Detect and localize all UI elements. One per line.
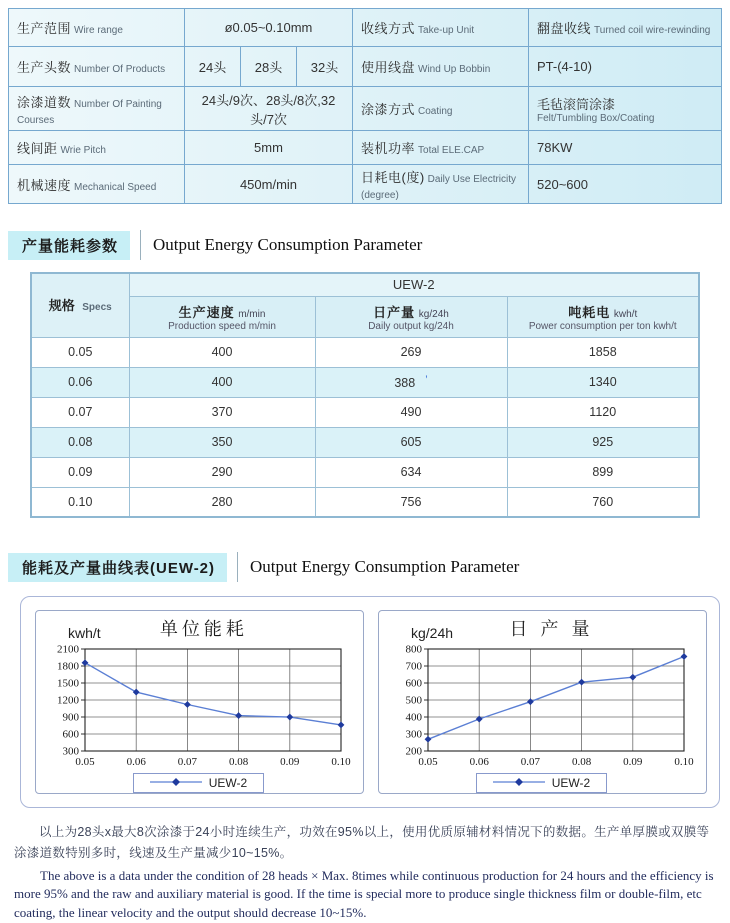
label-zh: 涂漆道数 xyxy=(17,95,71,110)
spec-cell: 0.07 xyxy=(31,397,129,427)
charts-panel xyxy=(20,596,720,808)
header-unit: m/min xyxy=(238,309,265,320)
output-cell: 388 ’ xyxy=(315,367,507,397)
output-row xyxy=(31,397,699,427)
label-en: Wind Up Bobbin xyxy=(418,64,490,75)
power-cell: 1120 xyxy=(507,397,699,427)
output-table-body xyxy=(31,337,699,517)
svg-text:300: 300 xyxy=(62,746,79,758)
chart-legend xyxy=(133,773,264,793)
label-zh: 收线方式 xyxy=(361,21,415,36)
svg-text:0.07: 0.07 xyxy=(177,756,197,768)
spec-value: ø0.05~0.10mm xyxy=(185,9,353,47)
spec-label xyxy=(353,87,529,131)
power-cell: 899 xyxy=(507,457,699,487)
svg-text:1200: 1200 xyxy=(57,695,80,707)
speed-cell: 370 xyxy=(129,397,315,427)
output-row xyxy=(31,337,699,367)
legend-marker-icon xyxy=(150,774,202,792)
svg-text:600: 600 xyxy=(405,678,422,690)
specs-column-header xyxy=(31,273,129,337)
spec-value: 24头/9次、28头/8次,32头/7次 xyxy=(185,87,353,131)
spec-value xyxy=(529,9,722,47)
table-row xyxy=(9,87,722,131)
label-en: Number Of Painting Courses xyxy=(17,99,162,126)
chart-header xyxy=(42,615,355,641)
section-title-en: Output Energy Consumption Parameter xyxy=(153,235,422,255)
svg-text:1800: 1800 xyxy=(57,661,80,673)
machine-spec-table xyxy=(8,8,722,204)
value-zh: 翻盘收线 xyxy=(537,21,591,36)
label-zh: 线间距 xyxy=(17,141,58,156)
value-en: Felt/Tumbling Box/Coating xyxy=(537,113,713,124)
label-en: Wrie Pitch xyxy=(61,145,106,156)
spec-label xyxy=(9,9,185,47)
table-row xyxy=(9,131,722,165)
svg-text:300: 300 xyxy=(405,729,422,741)
svg-text:1500: 1500 xyxy=(57,678,80,690)
spec-cell: 0.09 xyxy=(31,457,129,487)
section-title-en: Output Energy Consumption Parameter xyxy=(250,557,519,577)
speed-cell: 290 xyxy=(129,457,315,487)
section-header-output-parameters xyxy=(8,230,722,260)
svg-text:600: 600 xyxy=(62,729,79,741)
output-cell: 605 xyxy=(315,427,507,457)
spec-label xyxy=(9,165,185,204)
legend-marker-icon xyxy=(493,774,545,792)
table-row xyxy=(9,47,722,87)
spec-label xyxy=(353,47,529,87)
label-zh: 使用线盘 xyxy=(361,60,415,75)
label-en: Daily Use Electricity (degree) xyxy=(361,174,516,201)
chart-daily-output xyxy=(378,610,707,794)
label-zh: 机械速度 xyxy=(17,178,71,193)
ink-mark: ’ xyxy=(425,374,427,386)
speed-cell: 400 xyxy=(129,367,315,397)
svg-text:0.05: 0.05 xyxy=(418,756,438,768)
table-row xyxy=(9,9,722,47)
legend-label: UEW-2 xyxy=(209,776,247,790)
svg-text:0.08: 0.08 xyxy=(228,756,248,768)
spec-value: 78KW xyxy=(529,131,722,165)
spec-label xyxy=(9,131,185,165)
header-zh: 规格 xyxy=(49,298,75,313)
label-en: Coating xyxy=(418,106,452,117)
spec-label xyxy=(9,87,185,131)
header-en: Production speed m/min xyxy=(132,321,313,332)
output-cell: 269 xyxy=(315,337,507,367)
speed-cell: 400 xyxy=(129,337,315,367)
power-cell: 925 xyxy=(507,427,699,457)
spec-label xyxy=(353,9,529,47)
column-header-output xyxy=(315,296,507,337)
footnote-zh: 以上为28头x最大8次涂漆于24小时连续生产，功效在95%以上，使用优质原辅材料情况下的数据。生产单厚膜或双膜等涂漆道数特别多时，线速及生产量减少10~15%。 xyxy=(14,822,716,865)
y-axis-unit-label: kwh/t xyxy=(68,625,101,641)
label-en: Number Of Products xyxy=(74,64,165,75)
spec-value: 5mm xyxy=(185,131,353,165)
spec-value: 28头 xyxy=(241,47,297,87)
header-unit: kwh/t xyxy=(614,309,637,320)
value-en: Turned coil wire-rewinding xyxy=(594,25,710,36)
label-zh: 涂漆方式 xyxy=(361,102,415,117)
output-energy-table xyxy=(30,272,700,518)
model-group-header: UEW-2 xyxy=(129,273,699,296)
chart-title: 单位能耗 xyxy=(160,615,248,641)
label-en: Mechanical Speed xyxy=(74,182,156,193)
column-header-power xyxy=(507,296,699,337)
power-cell: 1340 xyxy=(507,367,699,397)
spec-value xyxy=(529,87,722,131)
header-zh: 日产量 xyxy=(373,305,415,320)
label-zh: 生产范围 xyxy=(17,21,71,36)
chart-plot-area xyxy=(388,641,696,769)
svg-text:0.09: 0.09 xyxy=(280,756,300,768)
chart-legend xyxy=(476,773,607,793)
spec-value: 450m/min xyxy=(185,165,353,204)
label-en: Total ELE.CAP xyxy=(418,145,484,156)
svg-text:0.09: 0.09 xyxy=(623,756,643,768)
spec-cell: 0.10 xyxy=(31,487,129,517)
label-zh: 装机功率 xyxy=(361,141,415,156)
header-en: Specs xyxy=(82,302,111,313)
table-row xyxy=(31,273,699,296)
header-zh: 吨耗电 xyxy=(568,305,610,320)
svg-text:0.10: 0.10 xyxy=(674,756,694,768)
svg-text:0.06: 0.06 xyxy=(126,756,146,768)
footnotes xyxy=(14,822,716,923)
output-row xyxy=(31,427,699,457)
svg-text:800: 800 xyxy=(405,644,422,656)
svg-text:2100: 2100 xyxy=(57,644,80,656)
chart-title: 日 产 量 xyxy=(510,615,594,641)
chart-plot-area xyxy=(45,641,353,769)
output-cell: 756 xyxy=(315,487,507,517)
y-axis-unit-label: kg/24h xyxy=(411,625,453,641)
svg-text:0.10: 0.10 xyxy=(331,756,351,768)
column-header-speed xyxy=(129,296,315,337)
chart-energy-per-ton xyxy=(35,610,364,794)
power-cell: 760 xyxy=(507,487,699,517)
spec-cell: 0.06 xyxy=(31,367,129,397)
svg-text:500: 500 xyxy=(405,695,422,707)
header-en: Power consumption per ton kwh/t xyxy=(510,321,697,332)
divider xyxy=(237,552,238,582)
speed-cell: 280 xyxy=(129,487,315,517)
spec-cell: 0.08 xyxy=(31,427,129,457)
label-en: Take-up Unit xyxy=(418,25,474,36)
label-en: Wire range xyxy=(74,25,123,36)
spec-value: 520~600 xyxy=(529,165,722,204)
label-zh: 日耗电(度) xyxy=(361,170,425,185)
spec-label xyxy=(353,131,529,165)
value-zh: 毛毡滚筒涂漆 xyxy=(537,94,713,113)
output-row xyxy=(31,367,699,397)
output-cell: 634 xyxy=(315,457,507,487)
spec-value: PT-(4-10) xyxy=(529,47,722,87)
output-cell: 490 xyxy=(315,397,507,427)
svg-text:0.07: 0.07 xyxy=(520,756,540,768)
footnote-en: The above is a data under the condition of 28 heads × Max. 8times while continuous production for 24 hours and the efficiency is more 95% and the raw and auxiliary material is good. If the time is special more to produce single thickness film or double-film, etc coating, the linear velocity and the output should decrease 10~15%. xyxy=(14,867,716,923)
table-row xyxy=(31,296,699,337)
svg-text:400: 400 xyxy=(405,712,422,724)
svg-text:700: 700 xyxy=(405,661,422,673)
svg-text:900: 900 xyxy=(62,712,79,724)
label-zh: 生产头数 xyxy=(17,60,71,75)
section-header-curve-charts xyxy=(8,552,722,582)
output-row xyxy=(31,457,699,487)
legend-label: UEW-2 xyxy=(552,776,590,790)
svg-text:0.08: 0.08 xyxy=(571,756,591,768)
header-zh: 生产速度 xyxy=(179,305,235,320)
spec-value: 32头 xyxy=(297,47,353,87)
power-cell: 1858 xyxy=(507,337,699,367)
divider xyxy=(140,230,141,260)
spec-value: 24头 xyxy=(185,47,241,87)
table-row xyxy=(9,165,722,204)
chart-header xyxy=(385,615,698,641)
header-en: Daily output kg/24h xyxy=(318,321,505,332)
section-title-zh: 产量能耗参数 xyxy=(8,231,130,260)
svg-text:0.06: 0.06 xyxy=(469,756,489,768)
svg-text:0.05: 0.05 xyxy=(75,756,95,768)
section-title-zh: 能耗及产量曲线表(UEW-2) xyxy=(8,553,227,582)
spec-cell: 0.05 xyxy=(31,337,129,367)
speed-cell: 350 xyxy=(129,427,315,457)
header-unit: kg/24h xyxy=(419,309,449,320)
spec-label xyxy=(353,165,529,204)
output-row xyxy=(31,487,699,517)
svg-text:200: 200 xyxy=(405,746,422,758)
spec-label xyxy=(9,47,185,87)
